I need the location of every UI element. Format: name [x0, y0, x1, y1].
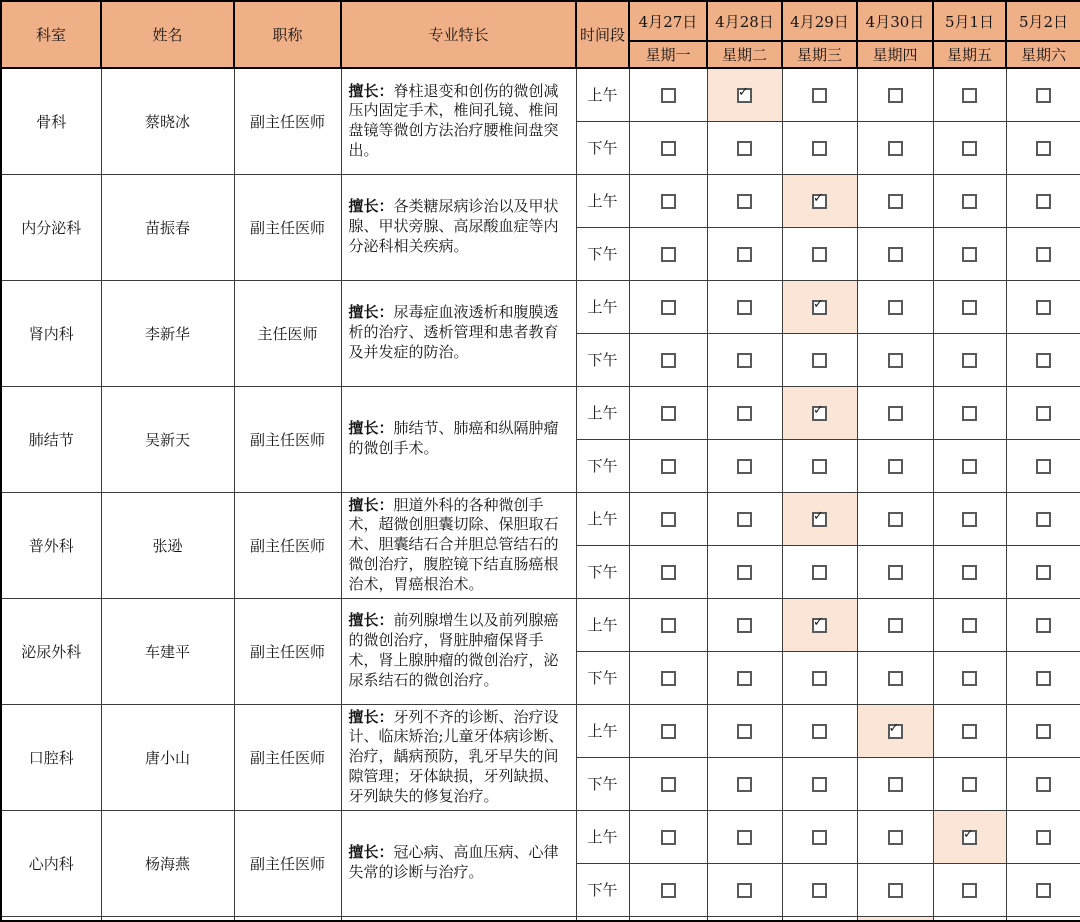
specialty-prefix-label: 擅长：: [348, 843, 394, 862]
specialty-text: 前列腺增生以及前列腺癌的微创治疗，肾脏肿瘤保肾手术，肾上腺肿瘤的微创治疗，泌尿系结石的微创治疗。: [348, 611, 559, 689]
checkbox-unchecked-icon[interactable]: [1036, 830, 1051, 845]
checkbox-unchecked-icon[interactable]: [888, 194, 903, 209]
time-label-morning: 上午: [576, 704, 629, 757]
checkbox-unchecked-icon[interactable]: [737, 300, 752, 315]
checkbox-unchecked-icon[interactable]: [888, 830, 903, 845]
header-date-1: 4月28日: [707, 1, 782, 41]
slot-d7-am-0-cell: [629, 810, 707, 863]
doctor-specialty: [341, 386, 576, 492]
checkbox-checked-icon[interactable]: [812, 406, 827, 421]
partial-cell-5: [629, 916, 707, 921]
doctor-specialty: [341, 174, 576, 280]
partial-cell-7: [782, 916, 857, 921]
checkbox-unchecked-icon[interactable]: [661, 565, 676, 580]
slot-d0-pm-3-cell: [857, 121, 933, 174]
checkbox-unchecked-icon[interactable]: [812, 671, 827, 686]
slot-d4-am-3-cell: [857, 492, 933, 545]
checkbox-unchecked-icon[interactable]: [812, 141, 827, 156]
checkbox-unchecked-icon[interactable]: [1036, 459, 1051, 474]
time-label-morning: 上午: [576, 174, 629, 227]
checkbox-unchecked-icon[interactable]: [1036, 883, 1051, 898]
checkbox-unchecked-icon[interactable]: [1036, 406, 1051, 421]
checkbox-unchecked-icon[interactable]: [1036, 247, 1051, 262]
slot-d3-pm-1-cell: [707, 439, 782, 492]
partial-cell-2: [234, 916, 341, 921]
slot-d4-am-0-cell: [629, 492, 707, 545]
checkbox-unchecked-icon[interactable]: [661, 194, 676, 209]
checkbox-unchecked-icon[interactable]: [661, 300, 676, 315]
checkbox-unchecked-icon[interactable]: [1036, 777, 1051, 792]
slot-d7-pm-4-cell: [933, 863, 1006, 916]
checkbox-unchecked-icon[interactable]: [888, 353, 903, 368]
partial-cell-6: [707, 916, 782, 921]
checkbox-unchecked-icon[interactable]: [812, 247, 827, 262]
time-label-afternoon: 下午: [576, 227, 629, 280]
checkbox-unchecked-icon[interactable]: [1036, 300, 1051, 315]
doctor-row-morning-4: [1, 492, 1080, 545]
checkbox-unchecked-icon[interactable]: [812, 353, 827, 368]
doctor-name: 李新华: [101, 280, 234, 386]
partial-cell-1: [101, 916, 234, 921]
checkbox-unchecked-icon[interactable]: [812, 565, 827, 580]
checkbox-unchecked-icon[interactable]: [888, 512, 903, 527]
slot-d7-am-1-cell: [707, 810, 782, 863]
doctor-title: 副主任医师: [234, 492, 341, 598]
slot-d4-am-4-cell: [933, 492, 1006, 545]
slot-d7-pm-3-cell: [857, 863, 933, 916]
specialty-prefix-label: 擅长：: [348, 495, 394, 514]
header-specialty: 专业特长: [341, 1, 576, 68]
time-label-morning: 上午: [576, 68, 629, 121]
checkbox-unchecked-icon[interactable]: [1036, 618, 1051, 633]
checkbox-unchecked-icon[interactable]: [812, 88, 827, 103]
slot-d2-pm-4-cell: [933, 333, 1006, 386]
slot-d5-pm-2-cell: [782, 651, 857, 704]
partial-cell-10: [1006, 916, 1080, 921]
slot-d7-am-4-cell: [933, 810, 1006, 863]
time-label-afternoon: 下午: [576, 757, 629, 810]
checkbox-unchecked-icon[interactable]: [888, 671, 903, 686]
slot-d3-pm-5-cell: [1006, 439, 1080, 492]
slot-d1-pm-2-cell: [782, 227, 857, 280]
checkbox-unchecked-icon[interactable]: [812, 459, 827, 474]
slot-d1-pm-3-cell: [857, 227, 933, 280]
checkbox-unchecked-icon[interactable]: [812, 883, 827, 898]
checkbox-unchecked-icon[interactable]: [661, 353, 676, 368]
slot-d0-pm-0-cell: [629, 121, 707, 174]
slot-d3-pm-0-cell: [629, 439, 707, 492]
checkbox-unchecked-icon[interactable]: [737, 724, 752, 739]
specialty-text: 牙列不齐的诊断、治疗设计、临床矫治;儿童牙体病诊断、治疗，龋病预防，乳牙早失的间隙管理；牙体缺损，牙列缺损、牙列缺失的修复治疗。: [348, 707, 564, 805]
doctor-row-morning-7: [1, 810, 1080, 863]
checkbox-unchecked-icon[interactable]: [962, 459, 977, 474]
checkbox-unchecked-icon[interactable]: [962, 194, 977, 209]
slot-d0-am-1-cell: [707, 68, 782, 121]
slot-d6-pm-2-cell: [782, 757, 857, 810]
header-title: 职称: [234, 1, 341, 68]
slot-d3-am-4-cell: [933, 386, 1006, 439]
doctor-title: 主任医师: [234, 280, 341, 386]
slot-d0-am-4-cell: [933, 68, 1006, 121]
checkbox-unchecked-icon[interactable]: [661, 777, 676, 792]
slot-d6-am-1-cell: [707, 704, 782, 757]
doctor-specialty: [341, 598, 576, 704]
specialty-prefix-label: 擅长：: [348, 197, 394, 216]
header-weekday-3: 星期四: [857, 41, 933, 68]
slot-d2-am-2-cell: [782, 280, 857, 333]
doctor-department: 肺结节: [1, 386, 101, 492]
checkbox-unchecked-icon[interactable]: [661, 88, 676, 103]
checkbox-unchecked-icon[interactable]: [737, 830, 752, 845]
slot-d2-pm-1-cell: [707, 333, 782, 386]
slot-d5-am-4-cell: [933, 598, 1006, 651]
slot-d6-am-4-cell: [933, 704, 1006, 757]
slot-d3-am-3-cell: [857, 386, 933, 439]
checkbox-unchecked-icon[interactable]: [661, 247, 676, 262]
doctor-row-morning-2: [1, 280, 1080, 333]
checkbox-unchecked-icon[interactable]: [737, 512, 752, 527]
time-label-morning: 上午: [576, 280, 629, 333]
checkbox-unchecked-icon[interactable]: [962, 300, 977, 315]
checkbox-unchecked-icon[interactable]: [737, 777, 752, 792]
slot-d6-am-2-cell: [782, 704, 857, 757]
slot-d2-am-3-cell: [857, 280, 933, 333]
slot-d2-am-5-cell: [1006, 280, 1080, 333]
slot-d5-pm-3-cell: [857, 651, 933, 704]
checkbox-unchecked-icon[interactable]: [661, 459, 676, 474]
checkbox-unchecked-icon[interactable]: [962, 353, 977, 368]
time-label-morning: 上午: [576, 598, 629, 651]
header-name: 姓名: [101, 1, 234, 68]
slot-d6-pm-5-cell: [1006, 757, 1080, 810]
time-label-afternoon: 下午: [576, 863, 629, 916]
checkbox-unchecked-icon[interactable]: [812, 777, 827, 792]
slot-d6-am-3-cell: [857, 704, 933, 757]
slot-d4-pm-4-cell: [933, 545, 1006, 598]
checkbox-unchecked-icon[interactable]: [661, 724, 676, 739]
doctor-row-morning-3: [1, 386, 1080, 439]
checkbox-unchecked-icon[interactable]: [1036, 353, 1051, 368]
slot-d4-pm-3-cell: [857, 545, 933, 598]
slot-d3-pm-3-cell: [857, 439, 933, 492]
checkbox-unchecked-icon[interactable]: [737, 671, 752, 686]
checkbox-unchecked-icon[interactable]: [661, 141, 676, 156]
slot-d3-pm-2-cell: [782, 439, 857, 492]
checkbox-unchecked-icon[interactable]: [888, 565, 903, 580]
checkbox-unchecked-icon[interactable]: [962, 671, 977, 686]
checkbox-unchecked-icon[interactable]: [661, 671, 676, 686]
slot-d1-am-4-cell: [933, 174, 1006, 227]
header-date-3: 4月30日: [857, 1, 933, 41]
slot-d2-pm-2-cell: [782, 333, 857, 386]
checkbox-unchecked-icon[interactable]: [812, 724, 827, 739]
slot-d0-pm-4-cell: [933, 121, 1006, 174]
doctor-title: 副主任医师: [234, 386, 341, 492]
slot-d4-am-5-cell: [1006, 492, 1080, 545]
doctor-title: 副主任医师: [234, 174, 341, 280]
slot-d0-am-3-cell: [857, 68, 933, 121]
partial-cell-4: [576, 916, 629, 921]
slot-d7-pm-0-cell: [629, 863, 707, 916]
checkbox-unchecked-icon[interactable]: [962, 512, 977, 527]
checkbox-checked-icon[interactable]: [812, 512, 827, 527]
slot-d7-pm-1-cell: [707, 863, 782, 916]
doctor-specialty: [341, 492, 576, 598]
slot-d7-am-5-cell: [1006, 810, 1080, 863]
slot-d2-am-0-cell: [629, 280, 707, 333]
slot-d4-am-2-cell: [782, 492, 857, 545]
time-label-morning: 上午: [576, 386, 629, 439]
slot-d5-am-1-cell: [707, 598, 782, 651]
specialty-prefix-label: 擅长：: [348, 611, 394, 630]
doctor-title: 副主任医师: [234, 810, 341, 916]
slot-d1-am-3-cell: [857, 174, 933, 227]
slot-d4-am-1-cell: [707, 492, 782, 545]
time-label-afternoon: 下午: [576, 545, 629, 598]
slot-d2-am-4-cell: [933, 280, 1006, 333]
header-weekday-2: 星期三: [782, 41, 857, 68]
checkbox-unchecked-icon[interactable]: [888, 883, 903, 898]
specialty-text: 肺结节、肺癌和纵隔肿瘤的微创手术。: [348, 419, 559, 457]
slot-d4-pm-1-cell: [707, 545, 782, 598]
checkbox-unchecked-icon[interactable]: [962, 406, 977, 421]
checkbox-unchecked-icon[interactable]: [737, 247, 752, 262]
slot-d7-am-3-cell: [857, 810, 933, 863]
doctor-title: 副主任医师: [234, 704, 341, 810]
partial-cell-9: [933, 916, 1006, 921]
checkbox-unchecked-icon[interactable]: [888, 777, 903, 792]
checkbox-unchecked-icon[interactable]: [962, 565, 977, 580]
specialty-text: 各类糖尿病诊治以及甲状腺、甲状旁腺、高尿酸血症等内分泌科相关疾病。: [348, 197, 559, 255]
checkbox-unchecked-icon[interactable]: [962, 88, 977, 103]
slot-d2-pm-5-cell: [1006, 333, 1080, 386]
checkbox-unchecked-icon[interactable]: [1036, 724, 1051, 739]
slot-d4-pm-5-cell: [1006, 545, 1080, 598]
slot-d3-am-2-cell: [782, 386, 857, 439]
slot-d5-pm-4-cell: [933, 651, 1006, 704]
checkbox-unchecked-icon[interactable]: [1036, 141, 1051, 156]
slot-d0-pm-1-cell: [707, 121, 782, 174]
doctor-department: 肾内科: [1, 280, 101, 386]
slot-d1-pm-4-cell: [933, 227, 1006, 280]
checkbox-checked-icon[interactable]: [812, 300, 827, 315]
checkbox-unchecked-icon[interactable]: [737, 883, 752, 898]
slot-d5-pm-5-cell: [1006, 651, 1080, 704]
checkbox-unchecked-icon[interactable]: [737, 141, 752, 156]
checkbox-unchecked-icon[interactable]: [661, 512, 676, 527]
slot-d4-pm-2-cell: [782, 545, 857, 598]
slot-d1-pm-1-cell: [707, 227, 782, 280]
doctor-title: 副主任医师: [234, 598, 341, 704]
checkbox-unchecked-icon[interactable]: [661, 883, 676, 898]
doctor-title: 副主任医师: [234, 68, 341, 174]
doctor-specialty: [341, 68, 576, 174]
slot-d5-am-0-cell: [629, 598, 707, 651]
doctor-specialty: [341, 280, 576, 386]
checkbox-unchecked-icon[interactable]: [962, 777, 977, 792]
checkbox-checked-icon[interactable]: [888, 724, 903, 739]
checkbox-unchecked-icon[interactable]: [888, 141, 903, 156]
doctor-name: 吴新天: [101, 386, 234, 492]
checkbox-unchecked-icon[interactable]: [1036, 512, 1051, 527]
table-header: [1, 1, 1080, 68]
slot-d6-am-5-cell: [1006, 704, 1080, 757]
slot-d2-am-1-cell: [707, 280, 782, 333]
slot-d1-am-1-cell: [707, 174, 782, 227]
doctor-name: 张逊: [101, 492, 234, 598]
time-label-morning: 上午: [576, 492, 629, 545]
checkbox-unchecked-icon[interactable]: [661, 406, 676, 421]
slot-d5-am-3-cell: [857, 598, 933, 651]
checkbox-unchecked-icon[interactable]: [888, 300, 903, 315]
doctor-name: 蔡晓冰: [101, 68, 234, 174]
specialty-text: 冠心病、高血压病、心律失常的诊断与治疗。: [348, 843, 559, 881]
slot-d7-am-2-cell: [782, 810, 857, 863]
slot-d0-pm-5-cell: [1006, 121, 1080, 174]
checkbox-checked-icon[interactable]: [812, 194, 827, 209]
header-department: 科室: [1, 1, 101, 68]
slot-d3-pm-4-cell: [933, 439, 1006, 492]
checkbox-unchecked-icon[interactable]: [1036, 565, 1051, 580]
doctor-name: 车建平: [101, 598, 234, 704]
time-label-morning: 上午: [576, 810, 629, 863]
time-label-afternoon: 下午: [576, 439, 629, 492]
checkbox-unchecked-icon[interactable]: [737, 353, 752, 368]
slot-d5-am-2-cell: [782, 598, 857, 651]
slot-d0-am-5-cell: [1006, 68, 1080, 121]
header-weekday-5: 星期六: [1006, 41, 1080, 68]
header-date-4: 5月1日: [933, 1, 1006, 41]
slot-d6-pm-0-cell: [629, 757, 707, 810]
checkbox-unchecked-icon[interactable]: [888, 406, 903, 421]
slot-d6-am-0-cell: [629, 704, 707, 757]
specialty-prefix-label: 擅长：: [348, 707, 394, 726]
doctor-row-morning-6: [1, 704, 1080, 757]
specialty-text: 胆道外科的各种微创手术，超微创胆囊切除、保胆取石术、胆囊结石合并胆总管结石的微创治疗，腹腔镜下结直肠癌根治术，胃癌根治术。: [348, 495, 559, 593]
checkbox-unchecked-icon[interactable]: [737, 459, 752, 474]
slot-d3-am-0-cell: [629, 386, 707, 439]
doctor-department: 口腔科: [1, 704, 101, 810]
doctor-row-morning-0: [1, 68, 1080, 121]
slot-d7-pm-2-cell: [782, 863, 857, 916]
checkbox-unchecked-icon[interactable]: [737, 565, 752, 580]
doctor-department: 泌尿外科: [1, 598, 101, 704]
doctor-specialty: [341, 704, 576, 810]
time-label-afternoon: 下午: [576, 651, 629, 704]
checkbox-unchecked-icon[interactable]: [737, 194, 752, 209]
slot-d3-am-1-cell: [707, 386, 782, 439]
slot-d1-am-5-cell: [1006, 174, 1080, 227]
slot-d1-pm-5-cell: [1006, 227, 1080, 280]
checkbox-unchecked-icon[interactable]: [962, 141, 977, 156]
header-date-2: 4月29日: [782, 1, 857, 41]
slot-d2-pm-0-cell: [629, 333, 707, 386]
checkbox-unchecked-icon[interactable]: [737, 618, 752, 633]
slot-d5-pm-1-cell: [707, 651, 782, 704]
time-label-afternoon: 下午: [576, 333, 629, 386]
checkbox-unchecked-icon[interactable]: [1036, 194, 1051, 209]
doctor-name: 杨海燕: [101, 810, 234, 916]
slot-d6-pm-1-cell: [707, 757, 782, 810]
specialty-prefix-label: 擅长：: [348, 81, 394, 100]
doctor-row-morning-1: [1, 174, 1080, 227]
checkbox-checked-icon[interactable]: [812, 618, 827, 633]
checkbox-unchecked-icon[interactable]: [888, 247, 903, 262]
specialty-prefix-label: 擅长：: [348, 419, 394, 438]
slot-d3-am-5-cell: [1006, 386, 1080, 439]
slot-d6-pm-4-cell: [933, 757, 1006, 810]
doctor-department: 普外科: [1, 492, 101, 598]
checkbox-unchecked-icon[interactable]: [888, 88, 903, 103]
checkbox-unchecked-icon[interactable]: [661, 618, 676, 633]
doctor-department: 内分泌科: [1, 174, 101, 280]
doctor-department: 骨科: [1, 68, 101, 174]
checkbox-unchecked-icon[interactable]: [812, 830, 827, 845]
slot-d1-am-0-cell: [629, 174, 707, 227]
slot-d6-pm-3-cell: [857, 757, 933, 810]
slot-d1-pm-0-cell: [629, 227, 707, 280]
checkbox-unchecked-icon[interactable]: [661, 830, 676, 845]
header-weekday-0: 星期一: [629, 41, 707, 68]
specialty-text: 脊柱退变和创伤的微创减压内固定手术，椎间孔镜、椎间盘镜等微创方法治疗腰椎间盘突出。: [348, 81, 559, 160]
doctor-department: 心内科: [1, 810, 101, 916]
doctor-row-morning-5: [1, 598, 1080, 651]
doctor-name: 唐小山: [101, 704, 234, 810]
doctor-specialty: [341, 810, 576, 916]
partial-cell-8: [857, 916, 933, 921]
slot-d1-am-2-cell: [782, 174, 857, 227]
checkbox-unchecked-icon[interactable]: [1036, 88, 1051, 103]
checkbox-checked-icon[interactable]: [962, 830, 977, 845]
header-weekday-1: 星期二: [707, 41, 782, 68]
slot-d0-pm-2-cell: [782, 121, 857, 174]
checkbox-unchecked-icon[interactable]: [888, 618, 903, 633]
slot-d2-pm-3-cell: [857, 333, 933, 386]
specialty-prefix-label: 擅长：: [348, 303, 394, 322]
partial-cell-3: [341, 916, 576, 921]
partial-cell-0: [1, 916, 101, 921]
header-date-5: 5月2日: [1006, 1, 1080, 41]
slot-d7-pm-5-cell: [1006, 863, 1080, 916]
checkbox-unchecked-icon[interactable]: [962, 724, 977, 739]
header-weekday-4: 星期五: [933, 41, 1006, 68]
partial-row: [1, 916, 1080, 921]
table-body: [1, 68, 1080, 921]
checkbox-checked-icon[interactable]: [737, 88, 752, 103]
checkbox-unchecked-icon[interactable]: [1036, 671, 1051, 686]
slot-d0-am-0-cell: [629, 68, 707, 121]
header-row-dates: [1, 1, 1080, 41]
checkbox-unchecked-icon[interactable]: [962, 618, 977, 633]
slot-d0-am-2-cell: [782, 68, 857, 121]
slot-d4-pm-0-cell: [629, 545, 707, 598]
checkbox-unchecked-icon[interactable]: [962, 883, 977, 898]
slot-d5-pm-0-cell: [629, 651, 707, 704]
header-date-0: 4月27日: [629, 1, 707, 41]
checkbox-unchecked-icon[interactable]: [962, 247, 977, 262]
doctor-name: 苗振春: [101, 174, 234, 280]
time-label-afternoon: 下午: [576, 121, 629, 174]
checkbox-unchecked-icon[interactable]: [737, 406, 752, 421]
checkbox-unchecked-icon[interactable]: [888, 459, 903, 474]
header-time-period: 时间段: [576, 1, 629, 68]
specialty-text: 尿毒症血液透析和腹膜透析的治疗、透析管理和患者教育及并发症的防治。: [348, 303, 559, 361]
slot-d5-am-5-cell: [1006, 598, 1080, 651]
